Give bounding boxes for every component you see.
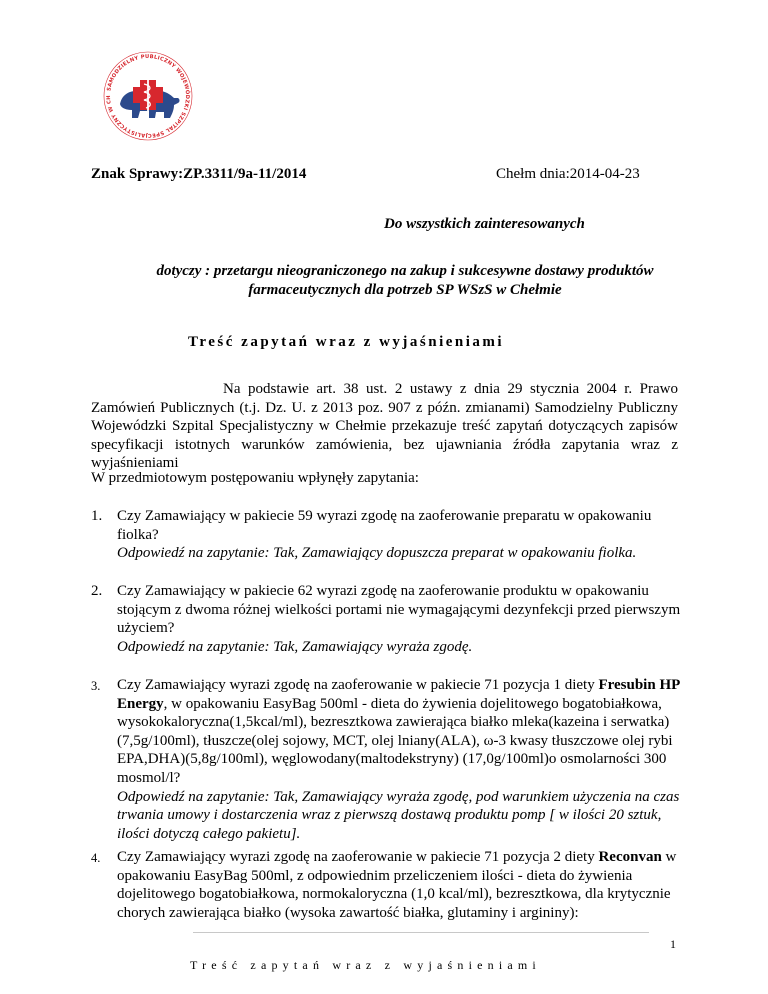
addressee: Do wszystkich zainteresowanych bbox=[384, 216, 585, 232]
question-number: 4. bbox=[91, 851, 101, 865]
product-name: Fresubin HP Energy bbox=[117, 677, 680, 712]
logo-ring-text: SAMODZIELNY PUBLICZNY WOJEWÓDZKI SZPITAL SPECJALISTYCZNY W CH bbox=[105, 53, 191, 139]
lead-sentence: W przedmiotowym postępowaniu wpłynęły zapytania: bbox=[91, 470, 419, 486]
hospital-logo bbox=[100, 48, 196, 144]
product-name: Reconvan bbox=[598, 849, 662, 865]
case-reference: Znak Sprawy:ZP.3311/9a-11/2014 bbox=[91, 166, 307, 182]
subject bbox=[110, 262, 700, 300]
footer-title: Treść zapytań wraz z wyjaśnieniami bbox=[190, 958, 541, 972]
page-number: 1 bbox=[670, 937, 676, 951]
question-item-1 bbox=[91, 507, 681, 563]
answer-text: Odpowiedź na zapytanie: Tak, Zamawiający dopuszcza preparat w opakowaniu fiolka. bbox=[117, 545, 637, 562]
question-text bbox=[117, 676, 681, 788]
document-title: Treść zapytań wraz z wyjaśnieniami bbox=[188, 334, 505, 350]
question-text: Czy Zamawiający w pakiecie 62 wyrazi zgodę na zaoferowanie produktu w opakowaniu stojącym z dwoma różnej wielkości portami nie wymagającymi dezynfekcji przed pierwszym użyciem? bbox=[117, 583, 681, 637]
footer-divider bbox=[193, 932, 649, 933]
answer-text: Odpowiedź na zapytanie: Tak, Zamawiający wyraża zgodę, pod warunkiem użyczenia na czas trwania umowy i dostarczenia wraz z pierwszą dostawą produktu pomp [ w ilości 20 sztuk, ilości dotyczą całego pakietu]. bbox=[117, 788, 680, 842]
question-item-4 bbox=[91, 848, 681, 922]
question-number: 1. bbox=[91, 508, 103, 524]
question-text: Czy Zamawiający w pakiecie 59 wyrazi zgodę na zaoferowanie preparatu w opakowaniu fiolka? bbox=[117, 508, 652, 543]
question-text-start: Czy Zamawiający wyrazi zgodę na zaoferowanie w pakiecie 71 pozycja 2 diety bbox=[117, 849, 599, 865]
intro-paragraph bbox=[91, 380, 678, 473]
subject-line-2: farmaceutycznych dla potrzeb SP WSzS w Chełmie bbox=[248, 282, 562, 298]
intro-text: Na podstawie art. 38 ust. 2 ustawy z dnia 29 stycznia 2004 r. Prawo Zamówień Publicznych (t.j. Dz. U. z 2013 poz. 907 z późn. zmianami) Samodzielny Publiczny Wojewódzki Szpital Specjalistyczny w Chełmie przekazuje treść zapytań dotyczących zapisów specyfikacji istotnych warunków zamówienia, bez ujawniania źródła zapytania wraz z wyjaśnieniami bbox=[91, 381, 678, 471]
question-item-3 bbox=[91, 676, 681, 843]
question-text bbox=[117, 848, 681, 922]
question-number: 2. bbox=[91, 583, 103, 599]
question-number: 3. bbox=[91, 679, 101, 693]
document-date: Chełm dnia:2014-04-23 bbox=[496, 166, 640, 182]
question-text-end: , w opakowaniu EasyBag 500ml - dieta do żywienia dojelitowego bogatobiałkowa, wysokokaloryczna(1,5kcal/ml), bezresztkowa zawierająca białko mleka(kazeina i serwatka)(7,5g/100ml), tłuszcze(olej sojowy, MCT, olej lniany(ALA), ω-3 kwasy tłuszczowe olej rybi EPA,DHA)(5,8g/100ml), węglowodany(maltodekstryny) (17,0g/100ml)o osmolarności 300 mosmol/l? bbox=[117, 695, 673, 786]
question-text-end: w opakowaniu EasyBag 500ml, z odpowiednim przeliczeniem ilości - dieta do żywienia dojelitowego bogatobiałkowa, normokaloryczna (1,0 kcal/ml), bezresztkowa, dla krytycznie chorych zawierająca białko (wysoka zawartość białka, glutaminy i argininy): bbox=[117, 849, 677, 921]
question-item-2 bbox=[91, 582, 681, 656]
answer-text: Odpowiedź na zapytanie: Tak, Zamawiający wyraża zgodę. bbox=[117, 638, 473, 655]
subject-line-1: dotyczy : przetargu nieograniczonego na zakup i sukcesywne dostawy produktów bbox=[156, 263, 654, 279]
question-text-start: Czy Zamawiający wyrazi zgodę na zaoferowanie w pakiecie 71 pozycja 1 diety bbox=[117, 677, 599, 693]
